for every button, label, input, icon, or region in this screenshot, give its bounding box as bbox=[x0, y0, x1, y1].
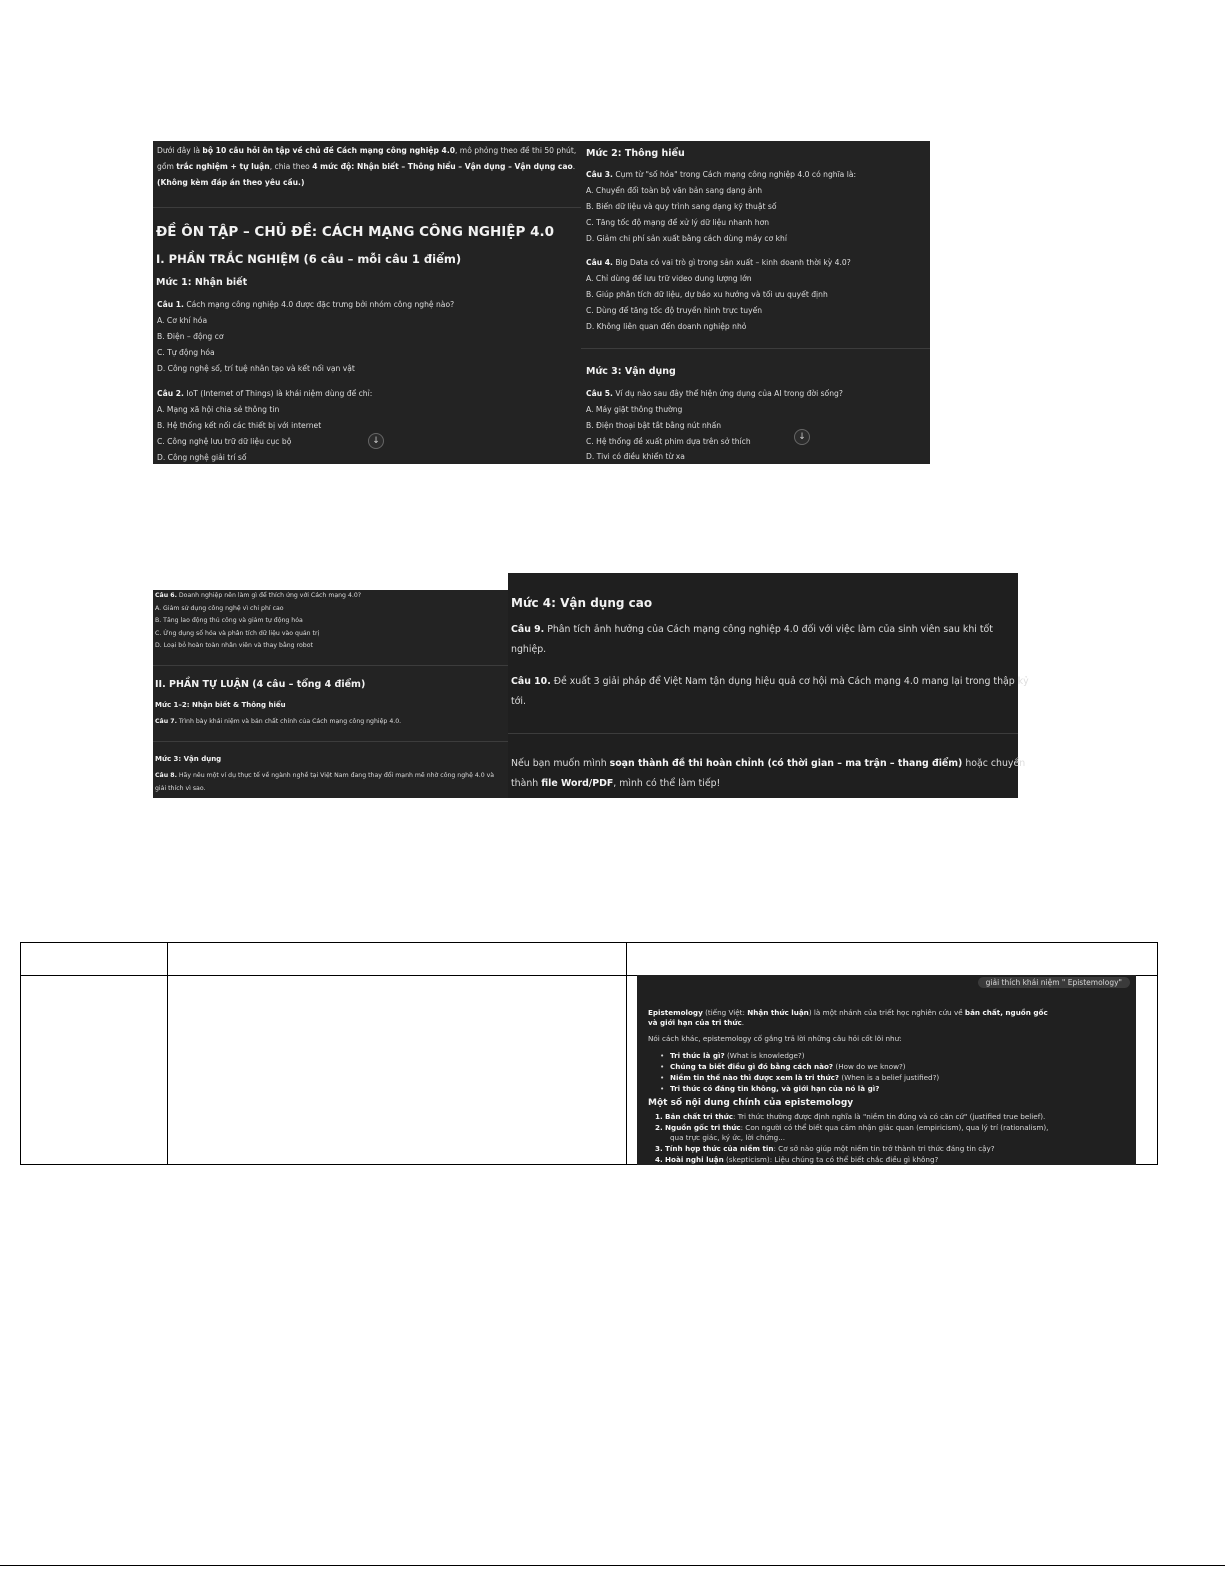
divider bbox=[153, 665, 509, 666]
question-4: Câu 4. Big Data có vai trò gì trong sản xuất – kinh doanh thời kỳ 4.0? bbox=[586, 258, 851, 267]
question-2: Câu 2. IoT (Internet of Things) là khái niệm dùng để chỉ: bbox=[157, 389, 373, 398]
section-heading: I. PHẦN TRẮC NGHIỆM (6 câu – mỗi câu 1 điểm) bbox=[156, 252, 462, 266]
level-heading: Mức 3: Vận dụng bbox=[155, 755, 222, 763]
outro-line-2: thành file Word/PDF, mình có thể làm tiếp! bbox=[511, 778, 721, 789]
numbered-item: 2. Nguồn gốc tri thức: Con người có thể biết qua cảm nhận giác quan (empiricism), qua lý trí (rationalism), bbox=[655, 1123, 1049, 1132]
table-column-divider bbox=[167, 943, 168, 1164]
intro-line-1: Dưới đây là bộ 10 câu hỏi ôn tập về chủ đề Cách mạng công nghiệp 4.0, mô phỏng theo đề thi 50 phút, bbox=[157, 146, 577, 155]
numbered-item-cont: qua trực giác, ký ức, lời chứng... bbox=[670, 1133, 786, 1142]
table-column-divider bbox=[626, 943, 627, 1164]
quiz-screenshot-part-4 bbox=[508, 573, 1029, 798]
option: A. Máy giặt thông thường bbox=[586, 405, 683, 414]
epistemology-screenshot bbox=[637, 975, 1136, 1165]
question-8: Câu 8. Hãy nêu một ví dụ thực tế về ngành nghề tại Việt Nam đang thay đổi mạnh mẽ nhờ công nghệ 4.0 và bbox=[155, 772, 495, 779]
option: B. Điện – động cơ bbox=[157, 332, 224, 341]
option: A. Cơ khí hóa bbox=[157, 316, 208, 325]
option: C. Tăng tốc độ mạng để xử lý dữ liệu nhanh hơn bbox=[586, 218, 770, 227]
option: B. Tăng lao động thủ công và giảm tự động hóa bbox=[155, 617, 303, 624]
option: D. Giảm chi phí sản xuất bằng cách dùng máy cơ khí bbox=[586, 234, 787, 243]
option: D. Loại bỏ hoàn toàn nhân viên và thay bằng robot bbox=[155, 642, 313, 649]
quiz-screenshot-part-2 bbox=[581, 141, 930, 464]
option: B. Hệ thống kết nối các thiết bị với internet bbox=[157, 421, 322, 430]
quiz-screenshot-part-3 bbox=[153, 590, 509, 798]
bullet-item: • Tri thức là gì? (What is knowledge?) bbox=[670, 1051, 805, 1060]
question-10: Câu 10. Đề xuất 3 giải pháp để Việt Nam tận dụng hiệu quả cơ hội mà Cách mạng 4.0 mang lại trong thập kỷ bbox=[511, 676, 1029, 687]
level-heading: Mức 4: Vận dụng cao bbox=[511, 596, 653, 610]
exam-title: ĐỀ ÔN TẬP – CHỦ ĐỀ: CÁCH MẠNG CÔNG NGHIỆP 4.0 bbox=[156, 224, 555, 240]
intro-line-2: gồm trắc nghiệm + tự luận, chia theo 4 mức độ: Nhận biết – Thông hiểu – Vận dụng – Vận dụng cao. bbox=[157, 162, 576, 171]
question-6: Câu 6. Doanh nghiệp nên làm gì để thích ứng với Cách mạng 4.0? bbox=[155, 592, 362, 599]
numbered-item: 4. Hoài nghi luận (skepticism): Liệu chúng ta có thể biết chắc điều gì không? bbox=[655, 1155, 939, 1164]
option: B. Biến dữ liệu và quy trình sang dạng kỹ thuật số bbox=[586, 202, 777, 211]
option: C. Công nghệ lưu trữ dữ liệu cục bộ bbox=[157, 437, 292, 446]
scroll-down-icon[interactable]: ↓ bbox=[794, 429, 810, 445]
option: A. Chuyển đổi toàn bộ văn bản sang dạng ảnh bbox=[586, 186, 763, 195]
numbered-item: 3. Tính hợp thức của niềm tin: Cơ sở nào giúp một niềm tin trở thành tri thức đáng tin cậy? bbox=[655, 1144, 995, 1153]
divider bbox=[153, 207, 581, 208]
level-heading: Mức 3: Vận dụng bbox=[586, 366, 676, 377]
question-7: Câu 7. Trình bày khái niệm và bản chất chính của Cách mạng công nghiệp 4.0. bbox=[155, 718, 402, 725]
question-8-cont: giải thích vì sao. bbox=[155, 785, 206, 792]
divider bbox=[508, 733, 1018, 734]
option: D. Tivi có điều khiển từ xa bbox=[586, 452, 685, 461]
level-heading: Mức 1–2: Nhận biết & Thông hiểu bbox=[155, 701, 286, 709]
question-1: Câu 1. Cách mạng công nghiệp 4.0 được đặc trưng bởi nhóm công nghệ nào? bbox=[157, 300, 455, 309]
scroll-down-icon[interactable]: ↓ bbox=[368, 433, 384, 449]
outro-line-1: Nếu bạn muốn mình soạn thành đề thi hoàn chỉnh (có thời gian – ma trận – thang điểm) hoặc chuyển bbox=[511, 758, 1026, 769]
page-bottom-rule bbox=[0, 1565, 1225, 1566]
question-3: Câu 3. Cụm từ "số hóa" trong Cách mạng công nghiệp 4.0 có nghĩa là: bbox=[586, 170, 857, 179]
option: C. Tự động hóa bbox=[157, 348, 215, 357]
bullet-item: • Tri thức có đáng tin không, và giới hạn của nó là gì? bbox=[670, 1084, 879, 1093]
question-5: Câu 5. Ví dụ nào sau đây thể hiện ứng dụng của AI trong đời sống? bbox=[586, 389, 843, 398]
bullet-item: • Chúng ta biết điều gì đó bằng cách nào? (How do we know?) bbox=[670, 1062, 906, 1071]
answer-paragraph-1-cont: và giới hạn của tri thức. bbox=[648, 1018, 745, 1027]
option: D. Không liên quan đến doanh nghiệp nhỏ bbox=[586, 322, 747, 331]
divider bbox=[581, 348, 930, 349]
option: C. Hệ thống đề xuất phim dựa trên sở thích bbox=[586, 437, 751, 446]
question-9: Câu 9. Phân tích ảnh hưởng của Cách mạng công nghiệp 4.0 đối với việc làm của sinh viên sau khi tốt bbox=[511, 624, 993, 635]
answer-paragraph-2: Nói cách khác, epistemology cố gắng trả lời những câu hỏi cốt lõi như: bbox=[648, 1034, 902, 1043]
option: A. Giảm sử dụng công nghệ vì chi phí cao bbox=[155, 605, 284, 612]
option: B. Giúp phân tích dữ liệu, dự báo xu hướng và tối ưu quyết định bbox=[586, 290, 828, 299]
quiz-screenshot-part-1 bbox=[153, 141, 581, 464]
section-heading: Một số nội dung chính của epistemology bbox=[648, 1098, 854, 1108]
section-heading: II. PHẦN TỰ LUẬN (4 câu – tổng 4 điểm) bbox=[155, 679, 366, 690]
bullet-item: • Niềm tin thế nào thì được xem là tri thức? (When is a belief justified?) bbox=[670, 1073, 939, 1082]
option: D. Công nghệ số, trí tuệ nhân tạo và kết nối vạn vật bbox=[157, 364, 355, 373]
intro-line-3: (Không kèm đáp án theo yêu cầu.) bbox=[157, 178, 305, 187]
option: C. Ứng dụng số hóa và phân tích dữ liệu vào quản trị bbox=[155, 630, 320, 637]
question-10-cont: tới. bbox=[511, 696, 526, 707]
option: C. Dùng để tăng tốc độ truyền hình trực tuyến bbox=[586, 306, 763, 315]
option: A. Mạng xã hội chia sẻ thông tin bbox=[157, 405, 280, 414]
numbered-item: 1. Bản chất tri thức: Tri thức thường được định nghĩa là "niềm tin đúng và có căn cứ" (justified true belief). bbox=[655, 1112, 1046, 1121]
question-9-cont: nghiệp. bbox=[511, 644, 547, 655]
level-heading: Mức 2: Thông hiểu bbox=[586, 148, 685, 159]
divider bbox=[153, 741, 509, 742]
answer-paragraph-1: Epistemology (tiếng Việt: Nhận thức luận) là một nhánh của triết học nghiên cứu về bản chất, nguồn gốc bbox=[648, 1008, 1048, 1017]
option: D. Công nghệ giải trí số bbox=[157, 453, 247, 462]
option: A. Chỉ dùng để lưu trữ video dung lượng lớn bbox=[586, 274, 752, 283]
option: B. Điện thoại bật tắt bằng nút nhấn bbox=[586, 421, 722, 430]
user-prompt-bubble: giải thích khái niệm " Epistemology" bbox=[978, 977, 1130, 988]
level-heading: Mức 1: Nhận biết bbox=[156, 277, 248, 288]
